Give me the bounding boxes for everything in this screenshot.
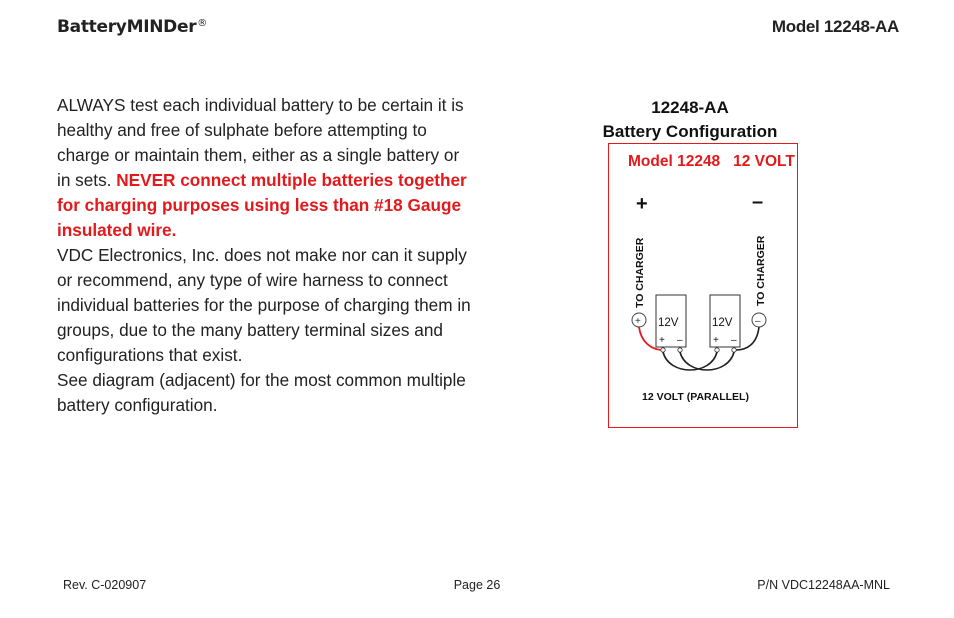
battery-1-negative-post (678, 348, 682, 352)
battery-2-negative-post (732, 348, 736, 352)
battery-2-minus: – (731, 335, 737, 346)
figure-title-model: 12248-AA (651, 98, 729, 117)
diagram-caption: 12 VOLT (PARALLEL) (642, 391, 749, 403)
battery-2-label: 12V (712, 317, 733, 329)
charger-negative-symbol: – (755, 316, 761, 327)
battery-2-positive-post (715, 348, 719, 352)
wire-gauge-warning: NEVER connect multiple batteries together for charging purposes using less than #18 Gauge insulated wire. (57, 170, 467, 240)
footer-page-number: Page 26 (453, 578, 501, 592)
diagram-heading: Model 12248 12 VOLT (628, 153, 795, 170)
paragraph-warning (57, 93, 472, 243)
battery-1-positive-post (661, 348, 665, 352)
right-to-charger-label: TO CHARGER (755, 235, 767, 306)
paragraph-see-diagram: See diagram (adjacent) for the most common multiple battery configuration. (57, 370, 466, 415)
left-to-charger-label: TO CHARGER (634, 237, 646, 308)
battery-2-plus: + (713, 335, 719, 346)
brand-name: BatteryMINDer (57, 17, 197, 37)
parallel-negative-jumper (680, 352, 734, 370)
battery-configuration-diagram (608, 143, 798, 428)
battery-1-minus: – (677, 335, 683, 346)
charger-positive-symbol: + (635, 316, 641, 327)
parallel-positive-jumper (663, 352, 717, 370)
figure-title (590, 96, 790, 144)
paragraph-harness: VDC Electronics, Inc. does not make nor can it supply or recommend, any type of wire harness to connect individual batteries for the purpose of charging them in groups, due to the many battery terminal sizes and configurations that exist. (57, 245, 471, 365)
diagram-svg (609, 144, 798, 428)
brand-logo (57, 17, 207, 37)
figure-title-caption: Battery Configuration (602, 122, 778, 141)
battery-1-label: 12V (658, 317, 679, 329)
plus-sign: + (636, 193, 648, 215)
battery-1-plus: + (659, 335, 665, 346)
minus-sign: – (752, 191, 764, 213)
paragraph-test-batteries: ALWAYS test each individual battery to be certain it is healthy and free of sulphate before attempting to charge or maintain them, either as a single battery or in sets. (57, 95, 464, 190)
footer-revision: Rev. C-020907 (63, 578, 147, 592)
registered-mark: ® (197, 18, 207, 29)
model-heading: Model 12248-AA (771, 17, 899, 36)
footer-part-number: P/N VDC12248AA-MNL (757, 578, 890, 592)
instructions-text (57, 93, 472, 418)
